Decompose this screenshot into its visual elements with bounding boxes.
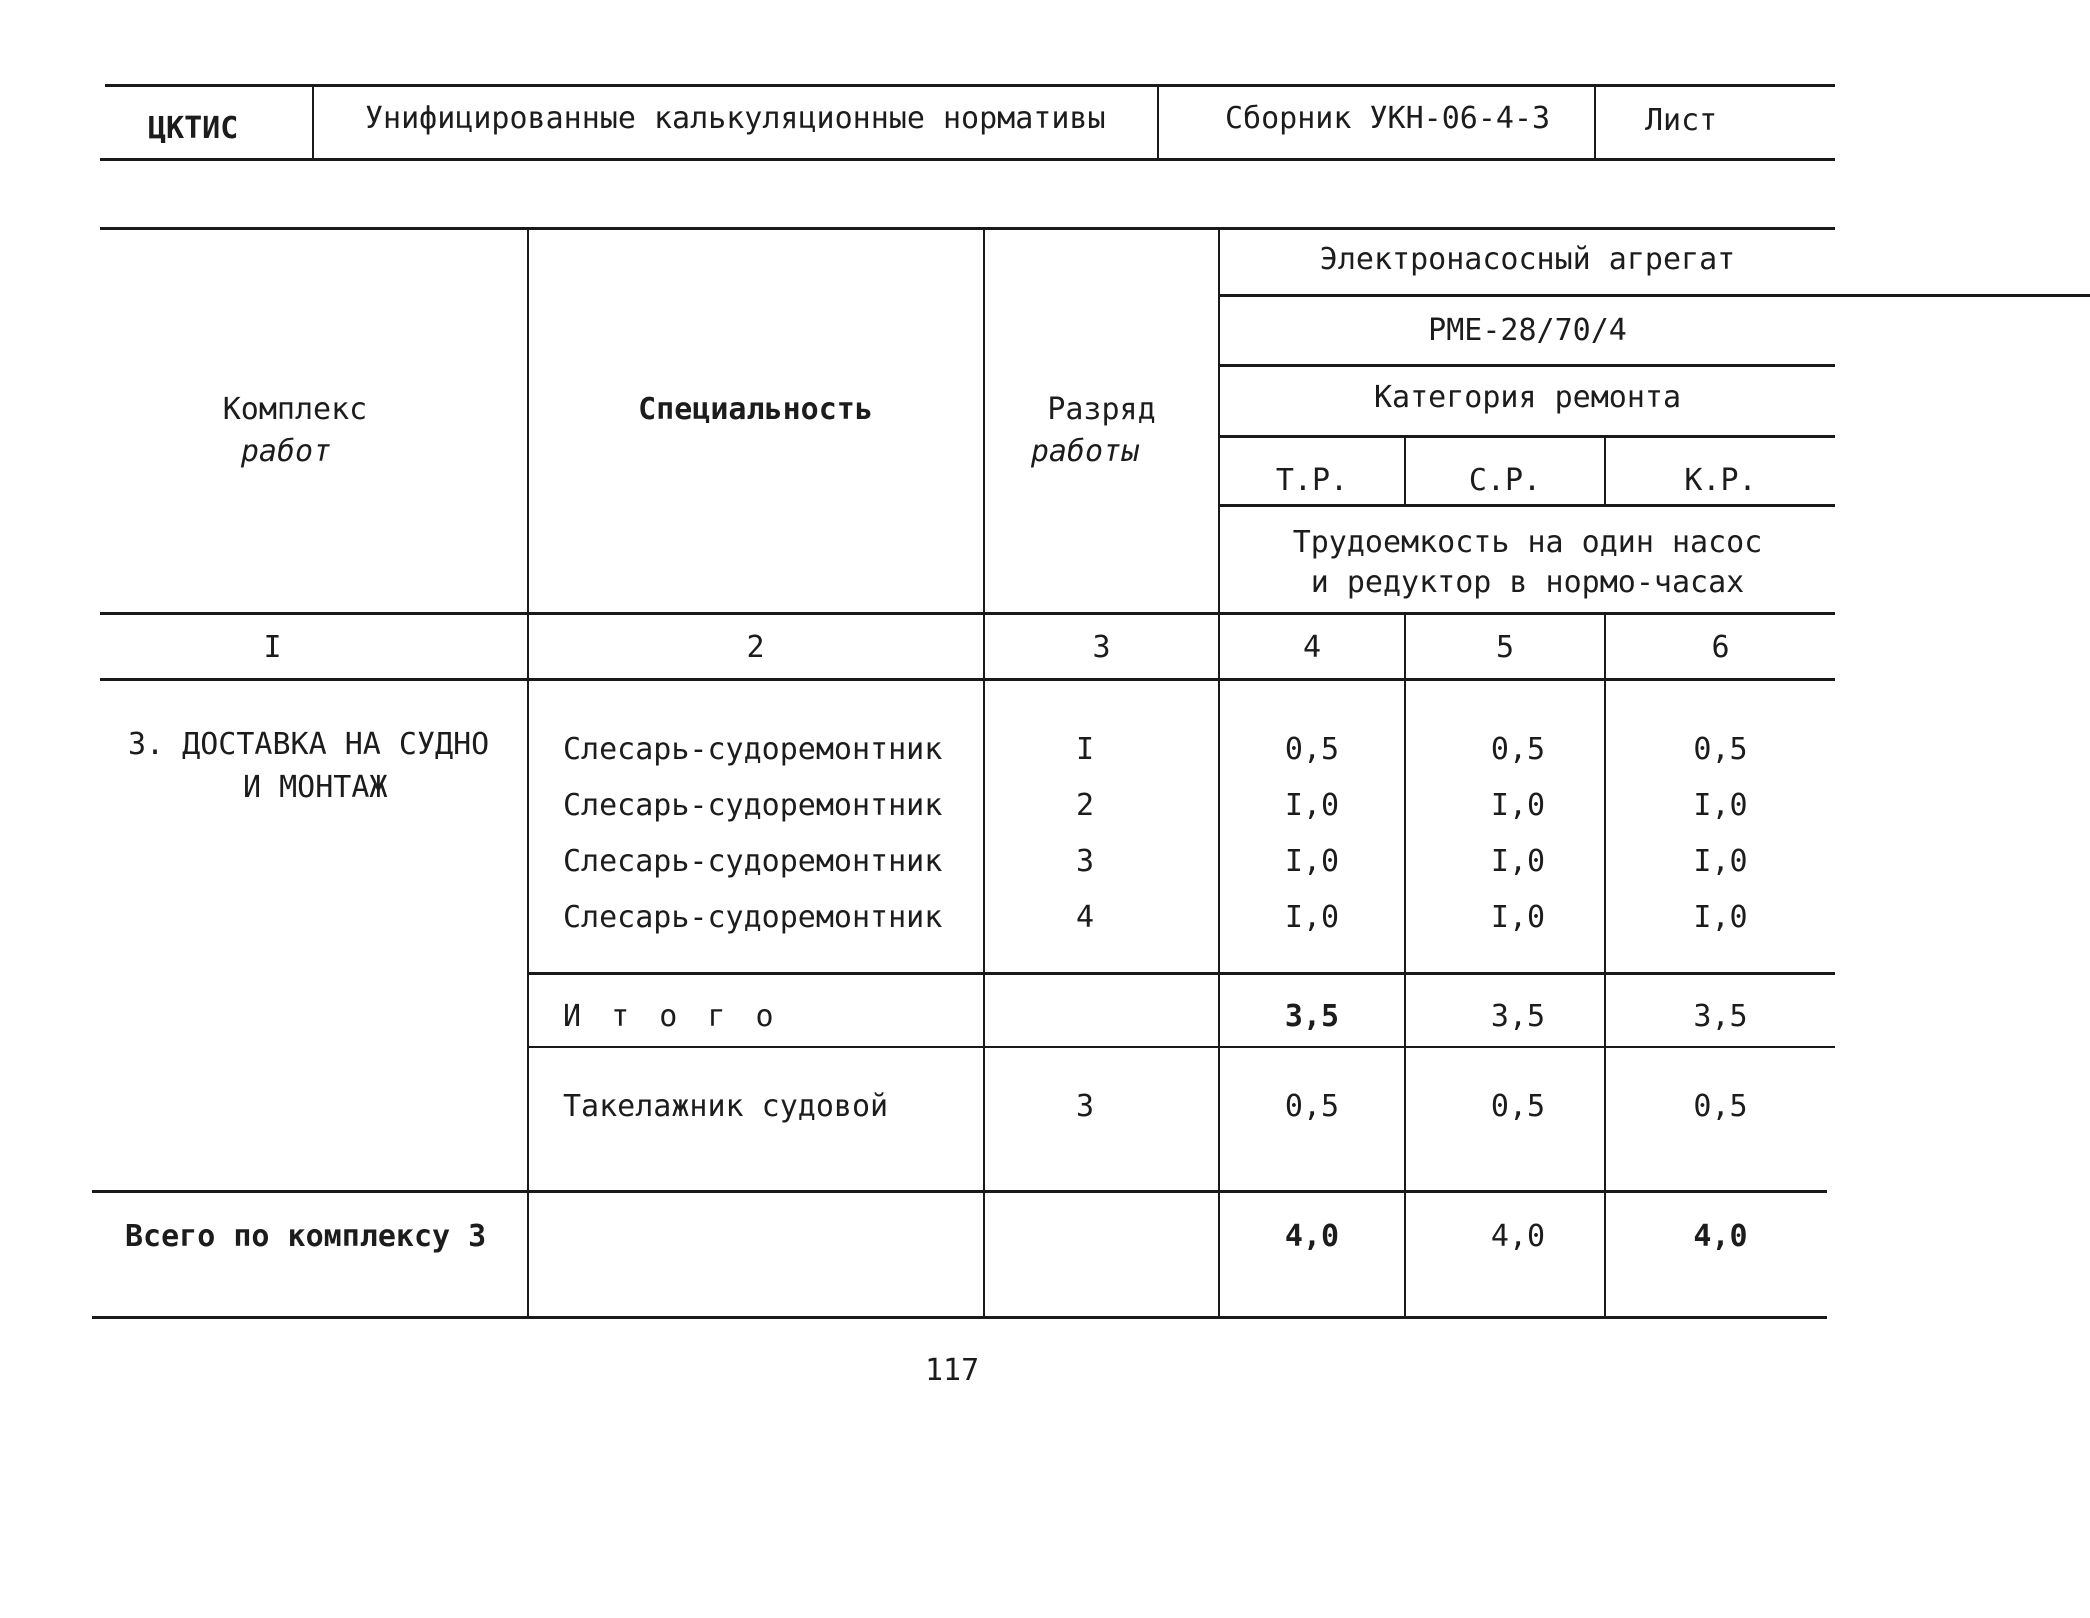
colnum-6: 6 [1711, 630, 1730, 665]
subtotal-sr: 3,5 [1490, 999, 1546, 1034]
row1-grade: I [1075, 732, 1095, 767]
header-divider-3 [1594, 84, 1596, 161]
colnum-2: 2 [746, 630, 765, 665]
header-top-rule [105, 84, 1835, 87]
row3-grade: 3 [1075, 844, 1095, 879]
head-specialty: Специальность [638, 392, 873, 427]
page-number: 117 [925, 1353, 980, 1388]
head-grade-line2: работы [1030, 434, 1140, 469]
row2-specialty: Слесарь-судоремонтник [563, 788, 943, 823]
header-bottom-rule [100, 158, 1835, 161]
section-title-line1: 3. ДОСТАВКА НА СУДНО [128, 727, 490, 762]
head-unit-name: Электронасосный агрегат [1319, 242, 1736, 277]
header-org: ЦКТИС [148, 111, 239, 146]
head-labor-line1: Трудоемкость на один насос [1292, 525, 1763, 560]
row4-tr: I,0 [1284, 900, 1340, 935]
row3-tr: I,0 [1284, 844, 1340, 879]
subtotal-tr: 3,5 [1284, 999, 1340, 1034]
col-divider-5b [1604, 613, 1606, 1318]
unit-model-rule [1218, 364, 1835, 367]
header-title: Унифицированные калькуляционные нормативы [365, 101, 1106, 136]
unit-name-rule [1218, 294, 2090, 297]
head-cat-tr: Т.Р. [1275, 463, 1349, 498]
row2-kr: I,0 [1693, 788, 1748, 823]
rigger-specialty: Такелажник судовой [563, 1089, 889, 1124]
colnum-5: 5 [1495, 630, 1515, 665]
row2-tr: I,0 [1284, 788, 1340, 823]
rigger-tr: 0,5 [1284, 1089, 1340, 1124]
colnum-3: 3 [1092, 630, 1111, 665]
rigger-sr: 0,5 [1490, 1089, 1546, 1124]
header-divider-1 [312, 84, 314, 161]
total-tr: 4,0 [1284, 1219, 1340, 1254]
head-cat-kr: К.Р. [1684, 463, 1757, 498]
rigger-grade: 3 [1075, 1089, 1095, 1124]
row3-kr: I,0 [1693, 844, 1748, 879]
col-divider-1 [527, 228, 529, 1318]
row1-specialty: Слесарь-судоремонтник [563, 732, 943, 767]
head-cat-sr: С.Р. [1468, 463, 1542, 498]
head-complex-line1: Комплекс [222, 392, 368, 427]
head-labor-line2: и редуктор в нормо-часах [1310, 565, 1745, 600]
total-top-rule [92, 1190, 1827, 1193]
row4-grade: 4 [1075, 900, 1095, 935]
total-kr: 4,0 [1693, 1219, 1748, 1254]
row4-sr: I,0 [1490, 900, 1546, 935]
head-grade-line1: Разряд [1047, 392, 1156, 427]
col-divider-4b [1404, 613, 1406, 1318]
subtotal-label: И т о г о [563, 999, 780, 1034]
col-divider-2 [983, 228, 985, 1318]
colnum-1: I [263, 630, 282, 665]
row1-kr: 0,5 [1693, 732, 1748, 767]
header-divider-2 [1157, 84, 1159, 161]
table-bottom-rule [92, 1316, 1827, 1319]
header-sheet-label: Лист [1645, 103, 1718, 138]
row1-tr: 0,5 [1284, 732, 1340, 767]
row4-specialty: Слесарь-судоремонтник [563, 900, 943, 935]
subtotal-top-rule [528, 972, 1835, 975]
total-sr: 4,0 [1490, 1219, 1546, 1254]
section-title-line2: И МОНТАЖ [243, 770, 388, 805]
subtotal-kr: 3,5 [1693, 999, 1748, 1034]
row2-grade: 2 [1075, 788, 1095, 823]
colnum-bottom-rule [100, 678, 1835, 681]
subtotal-bottom-rule [528, 1046, 1835, 1048]
header-collection: Сборник УКН-06-4-3 [1225, 101, 1551, 136]
row4-kr: I,0 [1693, 900, 1748, 935]
category-row-rule [1218, 504, 1835, 507]
row3-specialty: Слесарь-судоремонтник [563, 844, 943, 879]
head-repair-category: Категория ремонта [1373, 380, 1682, 415]
colnum-4: 4 [1302, 630, 1322, 665]
head-unit-model: РМЕ-28/70/4 [1428, 313, 1627, 348]
row1-sr: 0,5 [1490, 732, 1546, 767]
head-bottom-rule [100, 612, 1835, 615]
repair-category-rule [1218, 435, 1835, 438]
rigger-kr: 0,5 [1693, 1089, 1748, 1124]
row3-sr: I,0 [1490, 844, 1546, 879]
head-complex-line2: работ [240, 434, 332, 469]
total-label: Всего по комплексу 3 [125, 1219, 487, 1254]
table-top-rule [100, 227, 1835, 230]
row2-sr: I,0 [1490, 788, 1546, 823]
